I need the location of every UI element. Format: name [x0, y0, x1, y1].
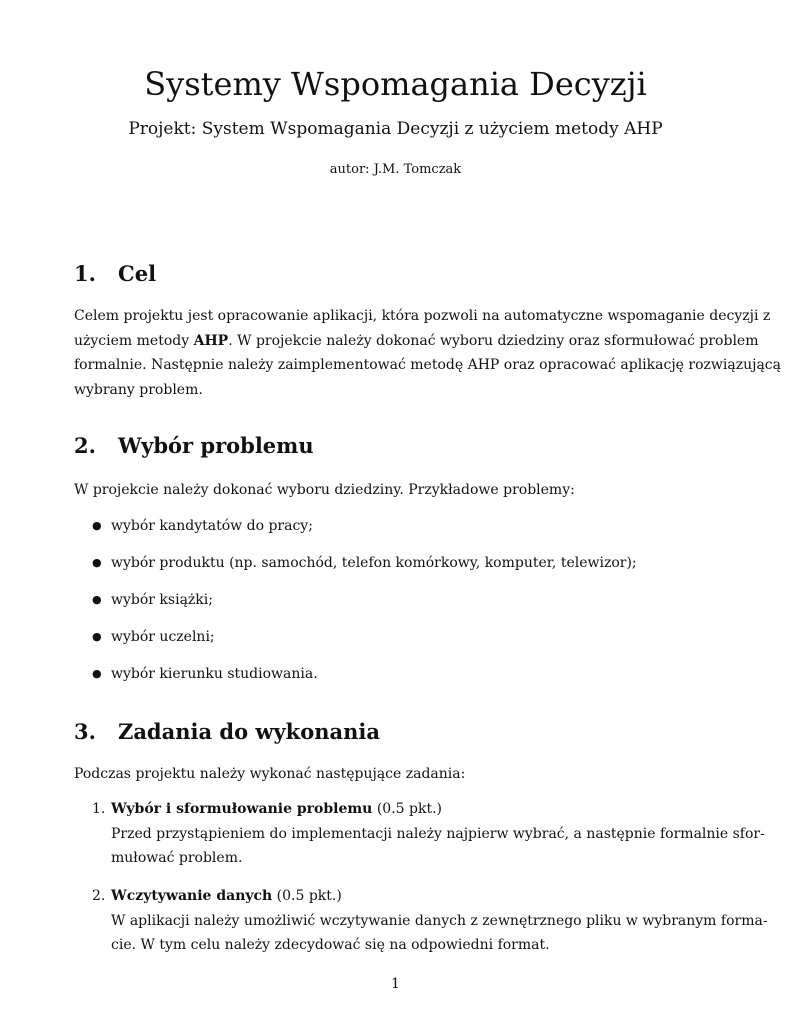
section-wybor-intro — [74, 478, 718, 503]
list-item-text: wybór kandytatów do pracy; — [111, 518, 313, 534]
section-title: Cel — [118, 261, 157, 286]
document-author: autor: J.M. Tomczak — [329, 162, 462, 177]
section-heading-wybor — [74, 432, 314, 460]
paragraph-line — [74, 329, 759, 354]
section-number: 3. — [74, 719, 96, 744]
paragraph-line: wybrany problem. — [74, 381, 203, 398]
emphasis-ahp: AHP — [193, 332, 229, 349]
task-number: 1. — [92, 801, 106, 817]
list-item-text: wybór uczelni; — [111, 629, 215, 645]
section-zadania-intro — [74, 762, 718, 787]
paragraph-line: W projekcie należy dokonać wyboru dziedziny. Przykładowe problemy: — [74, 482, 575, 498]
task-body — [111, 884, 768, 958]
list-item — [92, 627, 215, 647]
list-item — [92, 590, 213, 610]
list-item-text: wybór książki; — [111, 592, 213, 608]
task-number: 2. — [92, 888, 106, 904]
task-body — [111, 797, 765, 871]
bullet-icon: ● — [92, 593, 102, 606]
section-number: 2. — [74, 433, 96, 458]
section-number: 1. — [74, 261, 96, 286]
task-title: Wczytywanie danych — [111, 888, 273, 904]
task-description-line: mułować problem. — [111, 850, 243, 866]
document-title: Systemy Wspomagania Decyzji — [144, 65, 647, 103]
section-cel-paragraph — [74, 304, 781, 402]
document-subtitle: Projekt: System Wspomagania Decyzji z użyciem metody AHP — [128, 119, 663, 139]
task-item — [92, 884, 768, 958]
paragraph-text: użyciem metody — [74, 332, 194, 349]
task-description-line: W aplikacji należy umożliwić wczytywanie danych z zewnętrznego pliku w wybranym forma- — [111, 912, 768, 929]
task-item — [92, 797, 765, 871]
bullet-icon: ● — [92, 630, 102, 643]
bullet-icon: ● — [92, 519, 102, 532]
task-header — [111, 797, 718, 822]
list-item-text: wybór produktu (np. samochód, telefon komórkowy, komputer, telewizor); — [111, 555, 637, 571]
list-item — [92, 664, 318, 684]
list-item-text: wybór kierunku studiowania. — [111, 666, 318, 682]
paragraph-line: Celem projektu jest opracowanie aplikacji, która pozwoli na automatyczne wspomaganie decyzji z — [74, 308, 771, 324]
section-title: Zadania do wykonania — [118, 719, 380, 744]
page-number: 1 — [391, 976, 400, 992]
task-points: (0.5 pkt.) — [272, 888, 342, 904]
section-heading-zadania — [74, 718, 380, 746]
task-description-line: cie. W tym celu należy zdecydować się na odpowiedni format. — [111, 937, 550, 953]
task-points: (0.5 pkt.) — [372, 801, 442, 817]
bullet-icon: ● — [92, 556, 102, 569]
list-item — [92, 553, 637, 573]
paragraph-text: . W projekcie należy dokonać wyboru dziedziny oraz sformułować problem — [228, 332, 759, 349]
paragraph-line: formalnie. Następnie należy zaimplementować metodę AHP oraz opracować aplikację rozwiązującą — [74, 357, 781, 373]
list-item — [92, 516, 313, 536]
task-header — [111, 884, 718, 909]
task-title: Wybór i sformułowanie problemu — [111, 801, 373, 817]
bullet-icon: ● — [92, 667, 102, 680]
task-description-line: Przed przystąpieniem do implementacji należy najpierw wybrać, a następnie formalnie sfor- — [111, 825, 765, 842]
section-heading-cel — [74, 260, 156, 288]
section-title: Wybór problemu — [118, 433, 314, 458]
paragraph-line: Podczas projektu należy wykonać następujące zadania: — [74, 766, 466, 782]
